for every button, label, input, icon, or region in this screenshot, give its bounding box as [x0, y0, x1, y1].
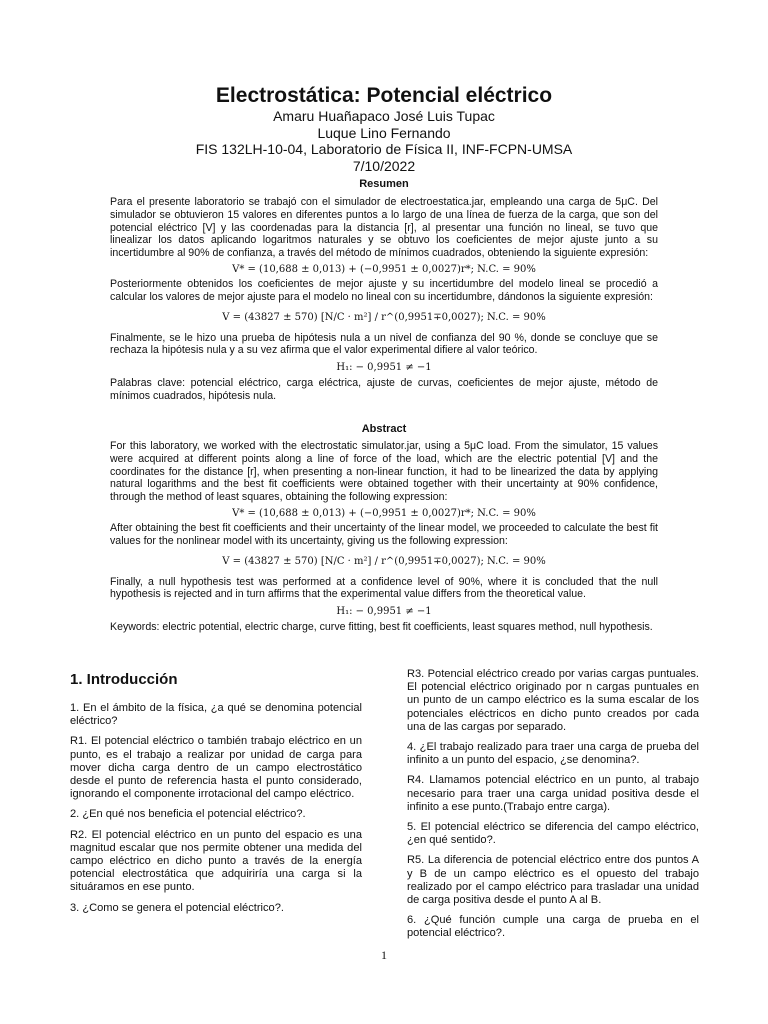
abstract-equation-1: V* = (10,688 ± 0,013) + (−0,9951 ± 0,0027)r*; N.C. = 90% [232, 507, 536, 519]
resumen-paragraph-3: Finalmente, se le hizo una prueba de hipótesis nula a un nivel de confianza del 90 %, donde se concluye que se rechaza la hipótesis nula y a su vez afirma que el valor experimental difiere al valor teórico. [110, 331, 658, 357]
abstract-paragraph-3: Finally, a null hypothesis test was performed at a confidence level of 90%, where it is concluded that the null hypothesis is rejected and in turn affirms that the experimental value differs from the theoretical value. [110, 575, 658, 601]
intro-item: 6. ¿Qué función cumple una carga de prueba en el potencial eléctrico?. [407, 914, 699, 940]
intro-right-column [407, 668, 699, 948]
intro-item: 5. El potencial eléctrico se diferencia del campo eléctrico, ¿en qué sentido?. [407, 821, 699, 847]
abstract-equation-3: H₁: − 0,9951 ≠ −1 [336, 606, 432, 618]
intro-item: R2. El potencial eléctrico en un punto del espacio es una magnitud escalar que nos permite obtener una medida del campo eléctrico en dicho punto a través de la energía potencial electrostática que adquiriría una carga si la situáramos en ese punto. [70, 828, 362, 894]
author-1: Amaru Huañapaco José Luis Tupac [273, 108, 495, 124]
resumen-equation-2: V = (43827 ± 570) [N/C · m²] / r^(0,9951∓0,0027); N.C. = 90% [222, 311, 546, 323]
resumen-keywords: Palabras clave: potencial eléctrico, carga eléctrica, ajuste de curvas, coeficientes de mejor ajuste, método de mínimos cuadrados, hipótesis nula. [110, 377, 658, 402]
resumen-equation-1: V* = (10,688 ± 0,013) + (−0,9951 ± 0,0027)r*; N.C. = 90% [232, 263, 536, 275]
intro-item: 1. En el ámbito de la física, ¿a qué se denomina potencial eléctrico? [70, 702, 362, 728]
resumen-paragraph-1: Para el presente laboratorio se trabajó con el simulador de electroestatica.jar, empleando una carga de 5μC. Del simulador se obtuvieron 15 valores en diferentes puntos a lo largo de una línea de fuerza de la carga, que son del potencial eléctrico [V] y las coordenadas para la distancia [r], al presentar una función no lineal, se tuvo que linealizar los datos aplicando logaritmos naturales y se obtuvo los coeficientes de mejor ajuste junto a su incertidumbre al 90% de confianza, a través del método de mínimos cuadrados, obteniendo la siguiente expresión: [110, 196, 658, 260]
intro-item: 2. ¿En qué nos beneficia el potencial eléctrico?. [70, 808, 306, 821]
paper-title: Electrostática: Potencial eléctrico [215, 84, 553, 107]
abstract-section [110, 422, 658, 634]
paper-date: 7/10/2022 [352, 157, 416, 174]
abstract-paragraph-1: For this laboratory, we worked with the electrostatic simulator.jar, using a 5μC load. From the simulator, 15 values were acquired at different points along a line of force of the load, which are the electric potential [V] and the coordinates for the distance [r], when presenting a non-linear function, it had to be linearized the data by applying natural logarithms and the best fit coefficients were obtained together with their uncertainty at 90% confidence, through the method of least squares, obtaining the following expression: [110, 440, 658, 504]
abstract-paragraph-2: After obtaining the best fit coefficients and their uncertainty of the linear model, we proceeded to calculate the best fit values for the nonlinear model with its uncertainty, giving us the following expression: [110, 521, 658, 547]
abstract-heading: Abstract [361, 423, 407, 435]
intro-item: R1. El potencial eléctrico o también trabajo eléctrico en un punto, es el trabajo a realizar por unidad de carga para mover dicha carga dentro de un campo electrostático desde el punto de referencia hasta el punto considerado, ignorando el componente irrotacional del campo eléctrico. [70, 735, 362, 801]
resumen-section [110, 177, 658, 403]
resumen-paragraph-2: Posteriormente obtenidos los coeficientes de mejor ajuste y su incertidumbre del modelo lineal se procedió a calcular los valores de mejor ajuste para el modelo no lineal con su incertidumbre, dándonos la siguiente expresión: [110, 277, 658, 303]
intro-item: 4. ¿El trabajo realizado para traer una carga de prueba del infinito a un punto del espacio, ¿se denomina?. [407, 741, 699, 767]
resumen-equation-3: H₁: − 0,9951 ≠ −1 [336, 362, 432, 374]
intro-left-column [70, 668, 362, 922]
intro-item: 3. ¿Como se genera el potencial eléctrico?. [70, 901, 284, 914]
page-number: 1 [381, 948, 387, 962]
paper-header [0, 84, 768, 174]
author-2: Luque Lino Fernando [317, 124, 451, 141]
abstract-keywords: Keywords: electric potential, electric charge, curve fitting, best fit coefficients, least squares method, null hypothesis. [110, 621, 653, 634]
intro-item: R4. Llamamos potencial eléctrico en un punto, al trabajo necesario para traer una carga unidad positiva desde el infinito a ese punto.(Trabajo entre carga). [407, 774, 699, 813]
intro-heading: 1. Introducción [70, 671, 178, 688]
intro-item: R3. Potencial eléctrico creado por varias cargas puntuales. El potencial eléctrico originado por n cargas puntuales en un punto de un campo eléctrico es la suma escalar de los potenciales eléctricos en dicho punto creados por cada una de las cargas por separado. [407, 668, 699, 733]
intro-item: R5. La diferencia de potencial eléctrico entre dos puntos A y B de un campo eléctrico es el opuesto del trabajo realizado por el campo eléctrico para trasladar una unidad de carga positiva desde el punto A al B. [407, 854, 699, 907]
abstract-equation-2: V = (43827 ± 570) [N/C · m²] / r^(0,9951∓0,0027); N.C. = 90% [222, 555, 546, 567]
course-info: FIS 132LH-10-04, Laboratorio de Física II, INF-FCPN-UMSA [195, 141, 573, 157]
resumen-heading: Resumen [359, 178, 409, 190]
